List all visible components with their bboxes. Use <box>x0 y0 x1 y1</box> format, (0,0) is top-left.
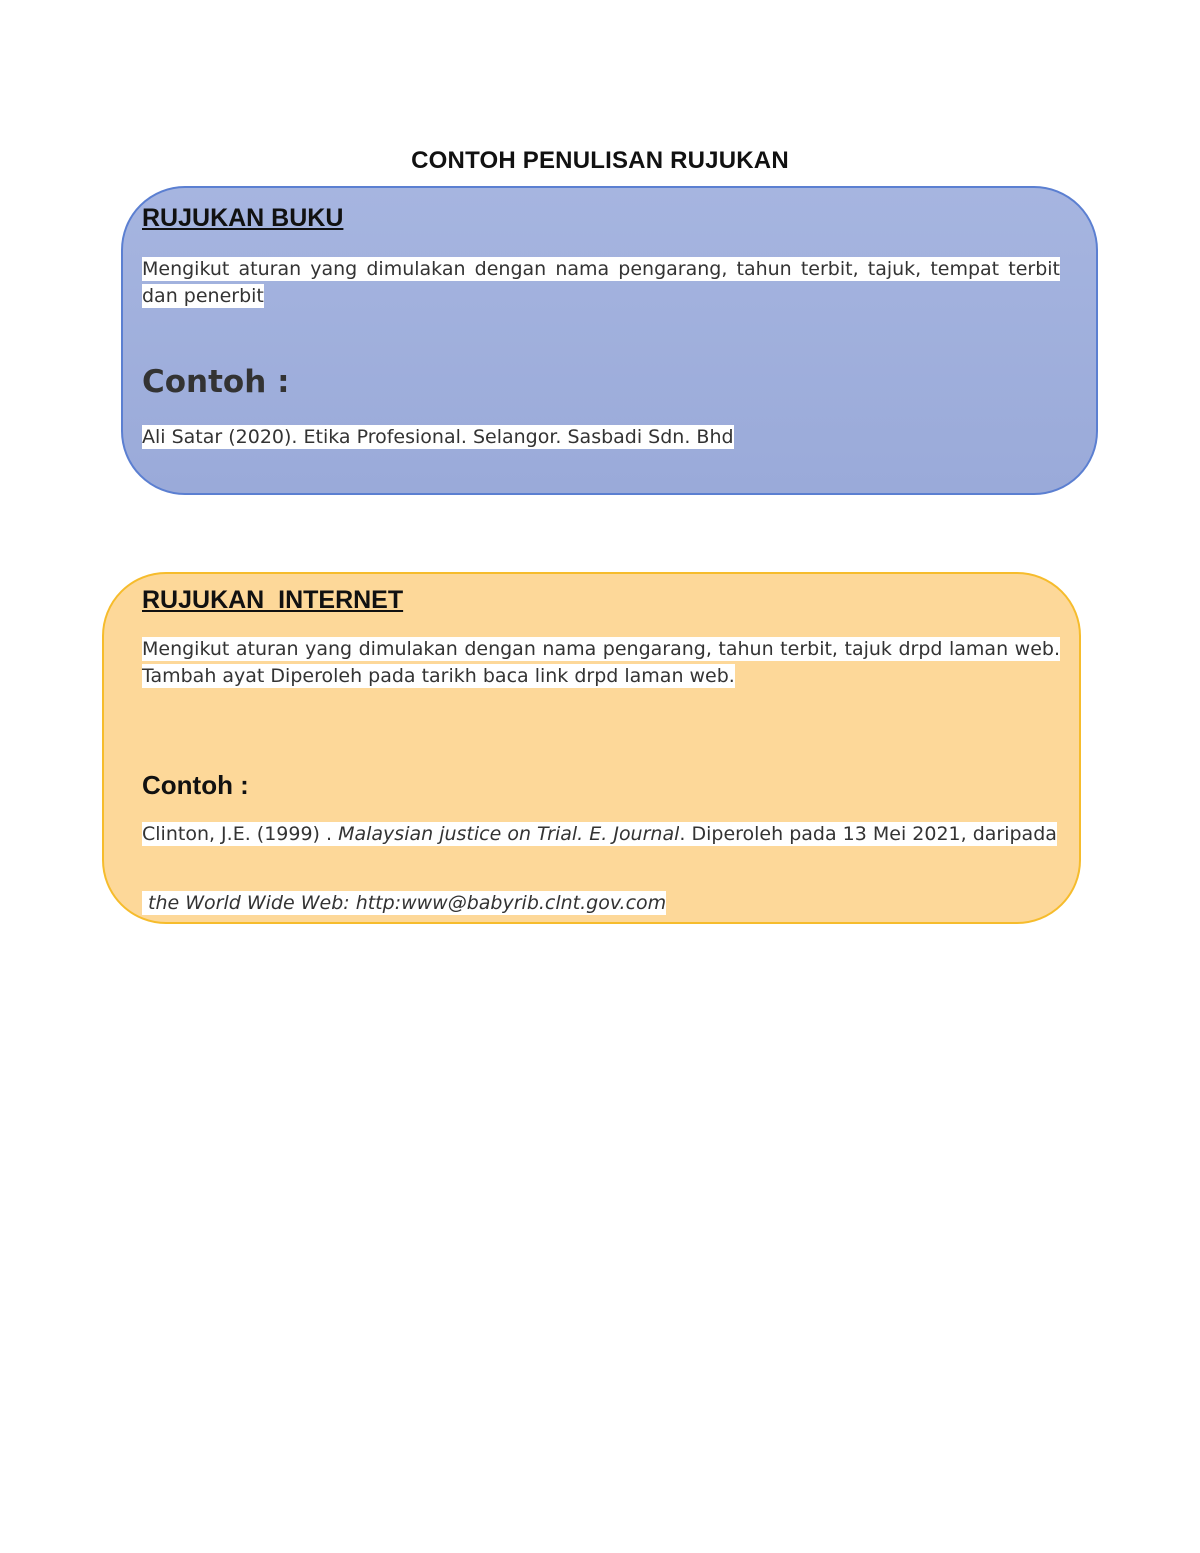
page-title: CONTOH PENULISAN RUJUKAN <box>411 147 789 174</box>
book-example <box>142 424 1060 451</box>
internet-description-text: Mengikut aturan yang dimulakan dengan nama pengarang, tahun terbit, tajuk drpd laman web. Tambah ayat Diperoleh pada tarikh baca link drpd laman web. <box>142 638 1060 687</box>
internet-example <box>142 821 1060 848</box>
book-reference-card <box>121 186 1098 495</box>
book-example-label: Contoh : <box>142 364 290 400</box>
internet-example-label: Contoh : <box>142 770 249 800</box>
book-description <box>142 256 1060 310</box>
book-heading: RUJUKAN BUKU <box>142 204 344 232</box>
internet-description <box>142 636 1060 690</box>
book-example-text: Ali Satar (2020). Etika Profesional. Selangor. Sasbadi Sdn. Bhd <box>142 426 734 448</box>
book-description-text: Mengikut aturan yang dimulakan dengan nama pengarang, tahun terbit, tajuk, tempat terbit dan penerbit <box>142 258 1060 307</box>
internet-web-line-text: the World Wide Web: http:www@babyrib.clnt.gov.com <box>142 892 667 914</box>
internet-heading: RUJUKAN INTERNET <box>142 586 404 614</box>
internet-example-rest: . Diperoleh pada 13 Mei 2021, daripada <box>679 823 1057 845</box>
internet-reference-card <box>102 572 1081 924</box>
internet-example-title: Malaysian justice on Trial. E. Journal <box>338 823 680 845</box>
internet-web-line <box>142 890 666 917</box>
internet-example-author: Clinton, J.E. (1999) . <box>142 823 339 845</box>
